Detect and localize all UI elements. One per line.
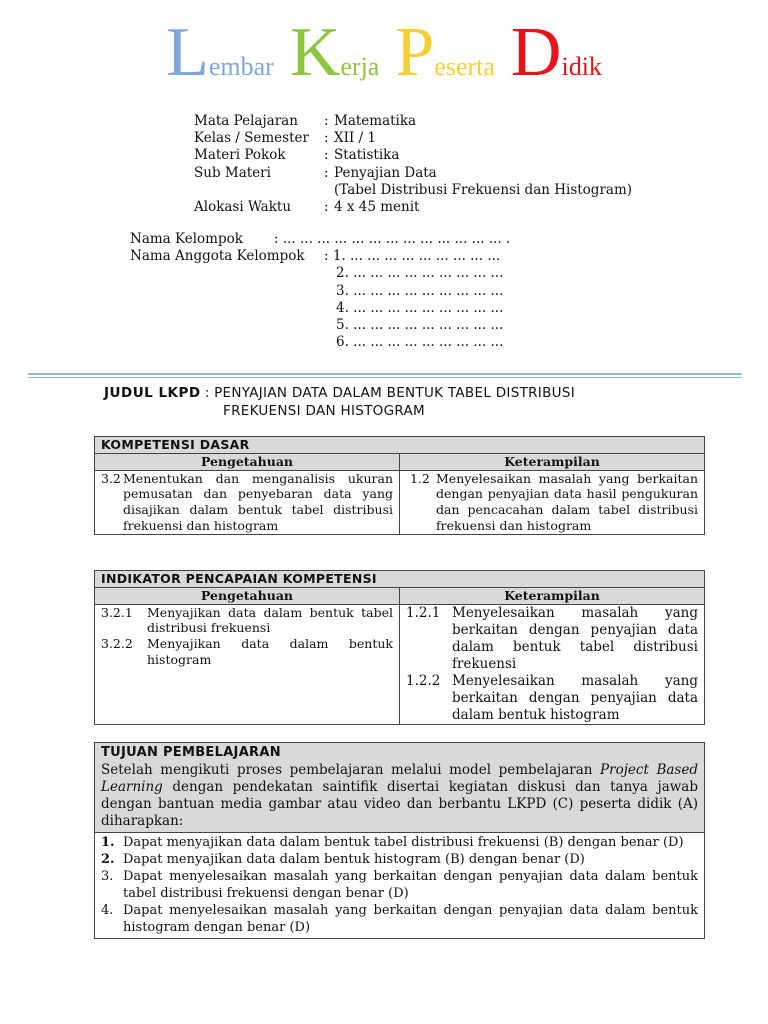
- kd-item-text: Menentukan dan menganalisis ukuran pemusatan dan penyebaran data yang disajikan dalam bentuk tabel distribusi frekuensi dan histogram: [123, 470, 393, 533]
- title-word-3: Peserta: [395, 14, 495, 91]
- group-fields: [130, 231, 510, 351]
- ipk-item-text: Menyajikan data dalam bentuk tabel distribusi frekuensi: [147, 604, 393, 636]
- kd-pengetahuan-cell: 3.2 Menentukan dan menganalisis ukuran pemusatan dan penyebaran data yang disajikan dalam bentuk tabel distribusi frekuensi dan histogram: [95, 470, 400, 534]
- judul-label: JUDUL LKPD: [104, 385, 201, 401]
- info-value: 4 x 45 menit: [334, 198, 420, 215]
- info-label: Kelas / Semester: [194, 130, 309, 147]
- members-label: Nama Anggota Kelompok: [130, 248, 305, 265]
- tujuan-header: TUJUAN PEMBELAJARAN: [101, 745, 281, 760]
- kd-header: KOMPETENSI DASAR: [95, 437, 705, 454]
- member-field[interactable]: 2. ... ... ... ... ... ... ... ... ...: [336, 265, 504, 282]
- member-field[interactable]: 4. ... ... ... ... ... ... ... ... ...: [336, 299, 504, 316]
- title-word-2: Kerja: [289, 14, 380, 91]
- worksheet-heading: JUDUL LKPD : PENYAJIAN DATA DALAM BENTUK TABEL DISTRIBUSI FREKUENSI DAN HISTOGRAM: [104, 385, 575, 419]
- ipk-pengetahuan-cell: 3.2.1 Menyajikan data dalam bentuk tabel distribusi frekuensi 3.2.2 Menyajikan data dalam bentuk histogram: [95, 604, 400, 724]
- kd-col-keterampilan: Keterampilan: [400, 453, 705, 470]
- tujuan-paragraph: Setelah mengikuti proses pembelajaran melalui model pembelajaran Project Based Learning dengan pendekatan saintifik disertai kegiatan diskusi dan tanya jawab dengan bantuan media gambar atau video dan berbantu LKPD (C) peserta didik (A) diharapkan:: [101, 762, 698, 829]
- info-value: XII / 1: [334, 130, 376, 147]
- judul-text: PENYAJIAN DATA DALAM BENTUK TABEL DISTRIBUSI: [214, 385, 575, 401]
- group-name-field[interactable]: : ... ... ... ... ... ... ... ... ... ... ... ... ... .: [274, 231, 511, 247]
- worksheet-title: [0, 14, 768, 91]
- title-word-1: Lembar: [166, 14, 274, 91]
- group-name-label: Nama Kelompok: [130, 231, 243, 247]
- judul-text-2: FREKUENSI DAN HISTOGRAM: [223, 403, 425, 419]
- list-item: 3. Dapat menyelesaikan masalah yang berkaitan dengan penyajian data dalam bentuk tabel distribusi frekuensi dengan benar (D): [101, 869, 698, 901]
- title-word-4: Didik: [510, 14, 602, 91]
- member-field[interactable]: 6. ... ... ... ... ... ... ... ... ...: [336, 334, 504, 351]
- kd-col-pengetahuan: Pengetahuan: [95, 453, 400, 470]
- member-field[interactable]: 3. ... ... ... ... ... ... ... ... ...: [336, 282, 504, 299]
- ipk-item-text: Menyelesaikan masalah yang berkaitan dengan penyajian data dalam bentuk histogram: [452, 672, 698, 723]
- indikator-table: [94, 570, 705, 725]
- list-item: 1. Dapat menyajikan data dalam bentuk tabel distribusi frekuensi (B) dengan benar (D): [101, 835, 684, 850]
- kompetensi-dasar-table: [94, 436, 705, 535]
- member-field[interactable]: 5. ... ... ... ... ... ... ... ... ...: [336, 316, 504, 333]
- info-value: Matematika: [334, 113, 417, 129]
- lesson-info: Mata Pelajaran : Matematika Kelas / Semester : XII / 1 Materi Pokok : Statistika Sub Materi : Penyajian Data (Tabel Distribusi Frekuensi dan Histogram) Alokasi Waktu : 4 x 45 menit: [194, 113, 633, 215]
- kd-keterampilan-cell: 1.2 Menyelesaikan masalah yang berkaitan dengan penyajian data hasil pengukuran dan pencacahan dalam tabel distribusi frekuensi dan histogram: [400, 470, 705, 534]
- ipk-col-pengetahuan: Pengetahuan: [95, 587, 400, 604]
- info-value: (Tabel Distribusi Frekuensi dan Histogram): [334, 181, 633, 198]
- kd-item-text: Menyelesaikan masalah yang berkaitan dengan penyajian data hasil pengukuran dan pencacahan dalam tabel distribusi frekuensi dan histogram: [436, 470, 698, 533]
- section-divider: [28, 373, 742, 378]
- ipk-header: INDIKATOR PENCAPAIAN KOMPETENSI: [95, 571, 705, 588]
- tujuan-intro: [94, 742, 705, 833]
- tujuan-list: [94, 833, 705, 939]
- ipk-col-keterampilan: Keterampilan: [400, 587, 705, 604]
- info-label: Mata Pelajaran: [194, 113, 298, 129]
- list-item: 4. Dapat menyelesaikan masalah yang berkaitan dengan penyajian data dalam bentuk histogram dengan benar (D): [101, 903, 698, 935]
- tujuan-section: [94, 742, 705, 939]
- info-label: Sub Materi: [194, 164, 271, 181]
- info-label: Materi Pokok: [194, 147, 286, 164]
- ipk-item-text: Menyajikan data dalam bentuk histogram: [147, 636, 393, 667]
- info-value: Statistika: [334, 147, 400, 164]
- member-field[interactable]: : 1. ... ... ... ... ... ... ... ... ...: [324, 248, 501, 265]
- ipk-item-text: Menyelesaikan masalah yang berkaitan dengan penyajian data dalam bentuk tabel distribusi frekuensi: [452, 604, 698, 672]
- ipk-keterampilan-cell: 1.2.1 Menyelesaikan masalah yang berkaitan dengan penyajian data dalam bentuk tabel distribusi frekuensi 1.2.2 Menyelesaikan masalah yang berkaitan dengan penyajian data dalam bentuk histogram: [400, 604, 705, 724]
- info-value: Penyajian Data: [334, 164, 437, 181]
- info-label: Alokasi Waktu: [194, 198, 292, 215]
- list-item: 2. Dapat menyajikan data dalam bentuk histogram (B) dengan benar (D): [101, 852, 585, 867]
